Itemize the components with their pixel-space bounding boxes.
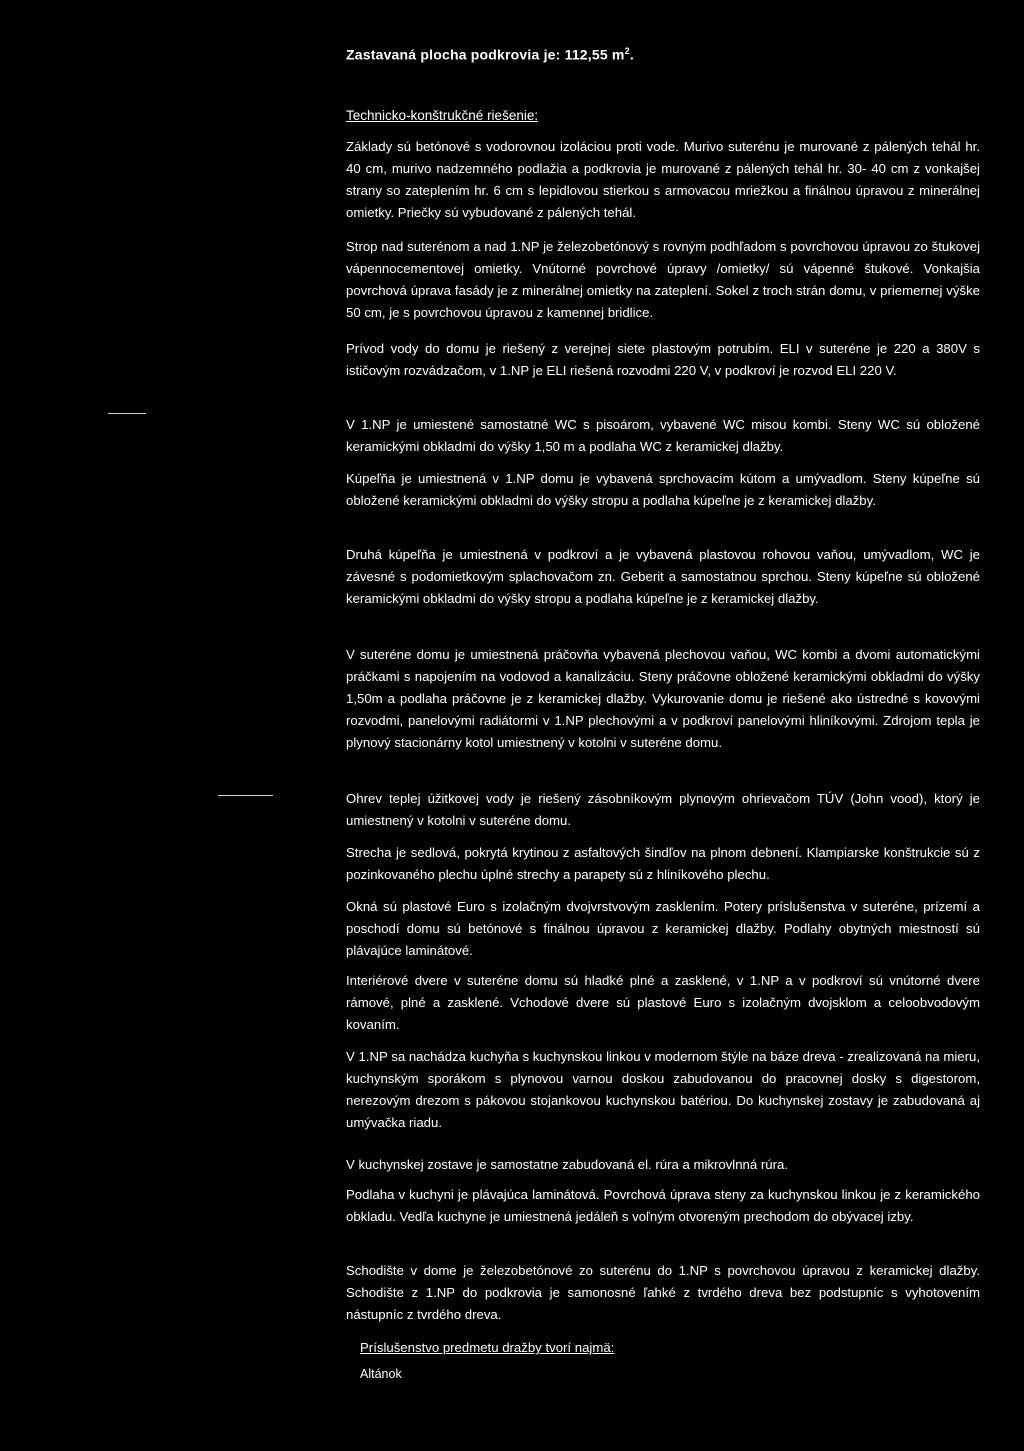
paragraph-bathroom: Kúpeľňa je umiestnená v 1.NP domu je vybavená sprchovacím kútom a umývadlom. Steny kúpeľne sú obložené keramickými obkladmi do výšky stropu a podlaha kúpeľne je z keramickej dlažby. — [346, 471, 980, 508]
paragraph-kitchen: V 1.NP sa nachádza kuchyňa s kuchynskou linkou v modernom štýle na báze dreva - zrealizovaná na mieru, kuchynským sporákom s plynovou varnou doskou zabudovanou do pracovnej dosky s digestorom, nerezovým drezom s pákovou stojankovou kuchynskou batériou. Do kuchynskej zostavy je zabudovaná aj umývačka riadu. — [346, 1049, 980, 1130]
paragraph-kitchen-floor: Podlaha v kuchyni je plávajúca laminátová. Povrchová úprava steny za kuchynskou linkou je z keramického obkladu. Vedľa kuchyne je umiestnená jedáleň s voľným otvoreným prechodom do obývacej izby. — [346, 1187, 980, 1224]
margin-dash — [108, 413, 146, 414]
paragraph-ceilings: Strop nad suterénom a nad 1.NP je železobetónový s rovným podhľadom s povrchovou úpravou zo štukovej vápennocementovej omietky. Vnútorné povrchové úpravy /omietky/ sú vápenné štukové. Vonkajšia povrchová úprava fasády je z minerálnej omietky na zateplení. Sokel z troch strán domu, v priemernej výške 50 cm, je s povrchovou úpravou z kamennej bridlice. — [346, 239, 980, 320]
title-end: . — [629, 46, 634, 63]
paragraph-windows: Okná sú plastové Euro s izolačným dvojvrstvovým zasklením. Potery príslušenstva v suteréne, prízemí a poschodí domu sú betónové s finálnou úpravou z keramickej dlažby. Podlahy obytných miestností sú plávajúce laminátové. — [346, 899, 980, 958]
accessory-item: Altánok — [360, 1367, 402, 1381]
paragraph-doors: Interiérové dvere v suteréne domu sú hladké plné a zasklené, v 1.NP a v podkroví sú vnútorné dvere rámové, plné a zasklené. Vchodové dvere sú plastové Euro s izolačným dvojsklom a celoobvodovým kovaním. — [346, 973, 980, 1032]
accessories-heading: Príslušenstvo predmetu dražby tvorí najmä: — [360, 1340, 615, 1355]
paragraph-wc: V 1.NP je umiestené samostatné WC s pisoárom, vybavené WC misou kombi. Steny WC sú obložené keramickými obkladmi do výšky 1,50 m a podlaha WC z keramickej dlažby. — [346, 417, 980, 454]
paragraph-laundry-heating: V suteréne domu je umiestnená práčovňa vybavená plechovou vaňou, WC kombi a dvomi automatickými práčkami s napojením na vodovod a kanalizáciu. Steny práčovne obložené keramickými obkladmi do výšky 1,50m a podlaha práčovne je z keramickej dlažby. Vykurovanie domu je riešené ako ústredné s kovovými rozvodmi, panelovými radiátormi v 1.NP plechovými a v podkroví panelovými hliníkovými. Zdrojom tepla je plynový stacionárny kotol umiestnený v kotolni v suteréne domu. — [346, 647, 980, 750]
paragraph-foundations: Základy sú betónové s vodorovnou izoláciou proti vode. Murivo suterénu je murované z pálených tehál hr. 40 cm, murivo nadzemného podlažia a podkrovia je murované z pálených tehál hr. 30- 40 cm z vonkajšej strany so zateplením hr. 6 cm s lepidlovou stierkou s armovacou mriežkou a finálnou úpravou z minerálnej omietky. Priečky sú vybudované z pálených tehál. — [346, 139, 980, 220]
page-title — [346, 46, 634, 63]
paragraph-hot-water: Ohrev teplej úžitkovej vody je riešený zásobníkovým plynovým ohrievačom TÚV (John vood), ktorý je umiestnený v kotolni v suteréne domu. — [346, 791, 980, 828]
paragraph-oven: V kuchynskej zostave je samostatne zabudovaná el. rúra a mikrovlnná rúra. — [346, 1157, 789, 1172]
paragraph-utilities: Prívod vody do domu je riešený z verejnej siete plastovým potrubím. ELI v suteréne je 220 a 380V s ističovým rozvádzačom, v 1.NP je ELI riešená rozvodmi 220 V, v podkroví je rozvod ELI 220 V. — [346, 341, 980, 378]
paragraph-second-bathroom: Druhá kúpeľňa je umiestnená v podkroví a je vybavená plastovou rohovou vaňou, umývadlom, WC je závesné s podomietkovým splachovačom zn. Geberit a samostatnou sprchou. Steny kúpeľne sú obložené keramickými obkladmi do výšky stropu a podlaha kúpeľne je z keramickej dlažby. — [346, 547, 980, 606]
paragraph-roof: Strecha je sedlová, pokrytá krytinou z asfaltových šindľov na plnom debnení. Klampiarske konštrukcie sú z pozinkovaného plechu úplné strechy a parapety sú z hliníkového plechu. — [346, 845, 980, 882]
title-superscript: 2 — [624, 46, 630, 56]
section-heading: Technicko-konštrukčné riešenie: — [346, 108, 539, 123]
margin-dash — [218, 795, 273, 796]
title-text: Zastavaná plocha podkrovia je: 112,55 m — [346, 46, 625, 63]
paragraph-stairs: Schodište v dome je železobetónové zo suterénu do 1.NP s povrchovou úpravou z keramickej dlažby. Schodište z 1.NP do podkrovia je samonosné ľahké z tvrdého dreva bez podstupníc s vyhotovením nástupníc z tvrdého dreva. — [346, 1263, 980, 1322]
